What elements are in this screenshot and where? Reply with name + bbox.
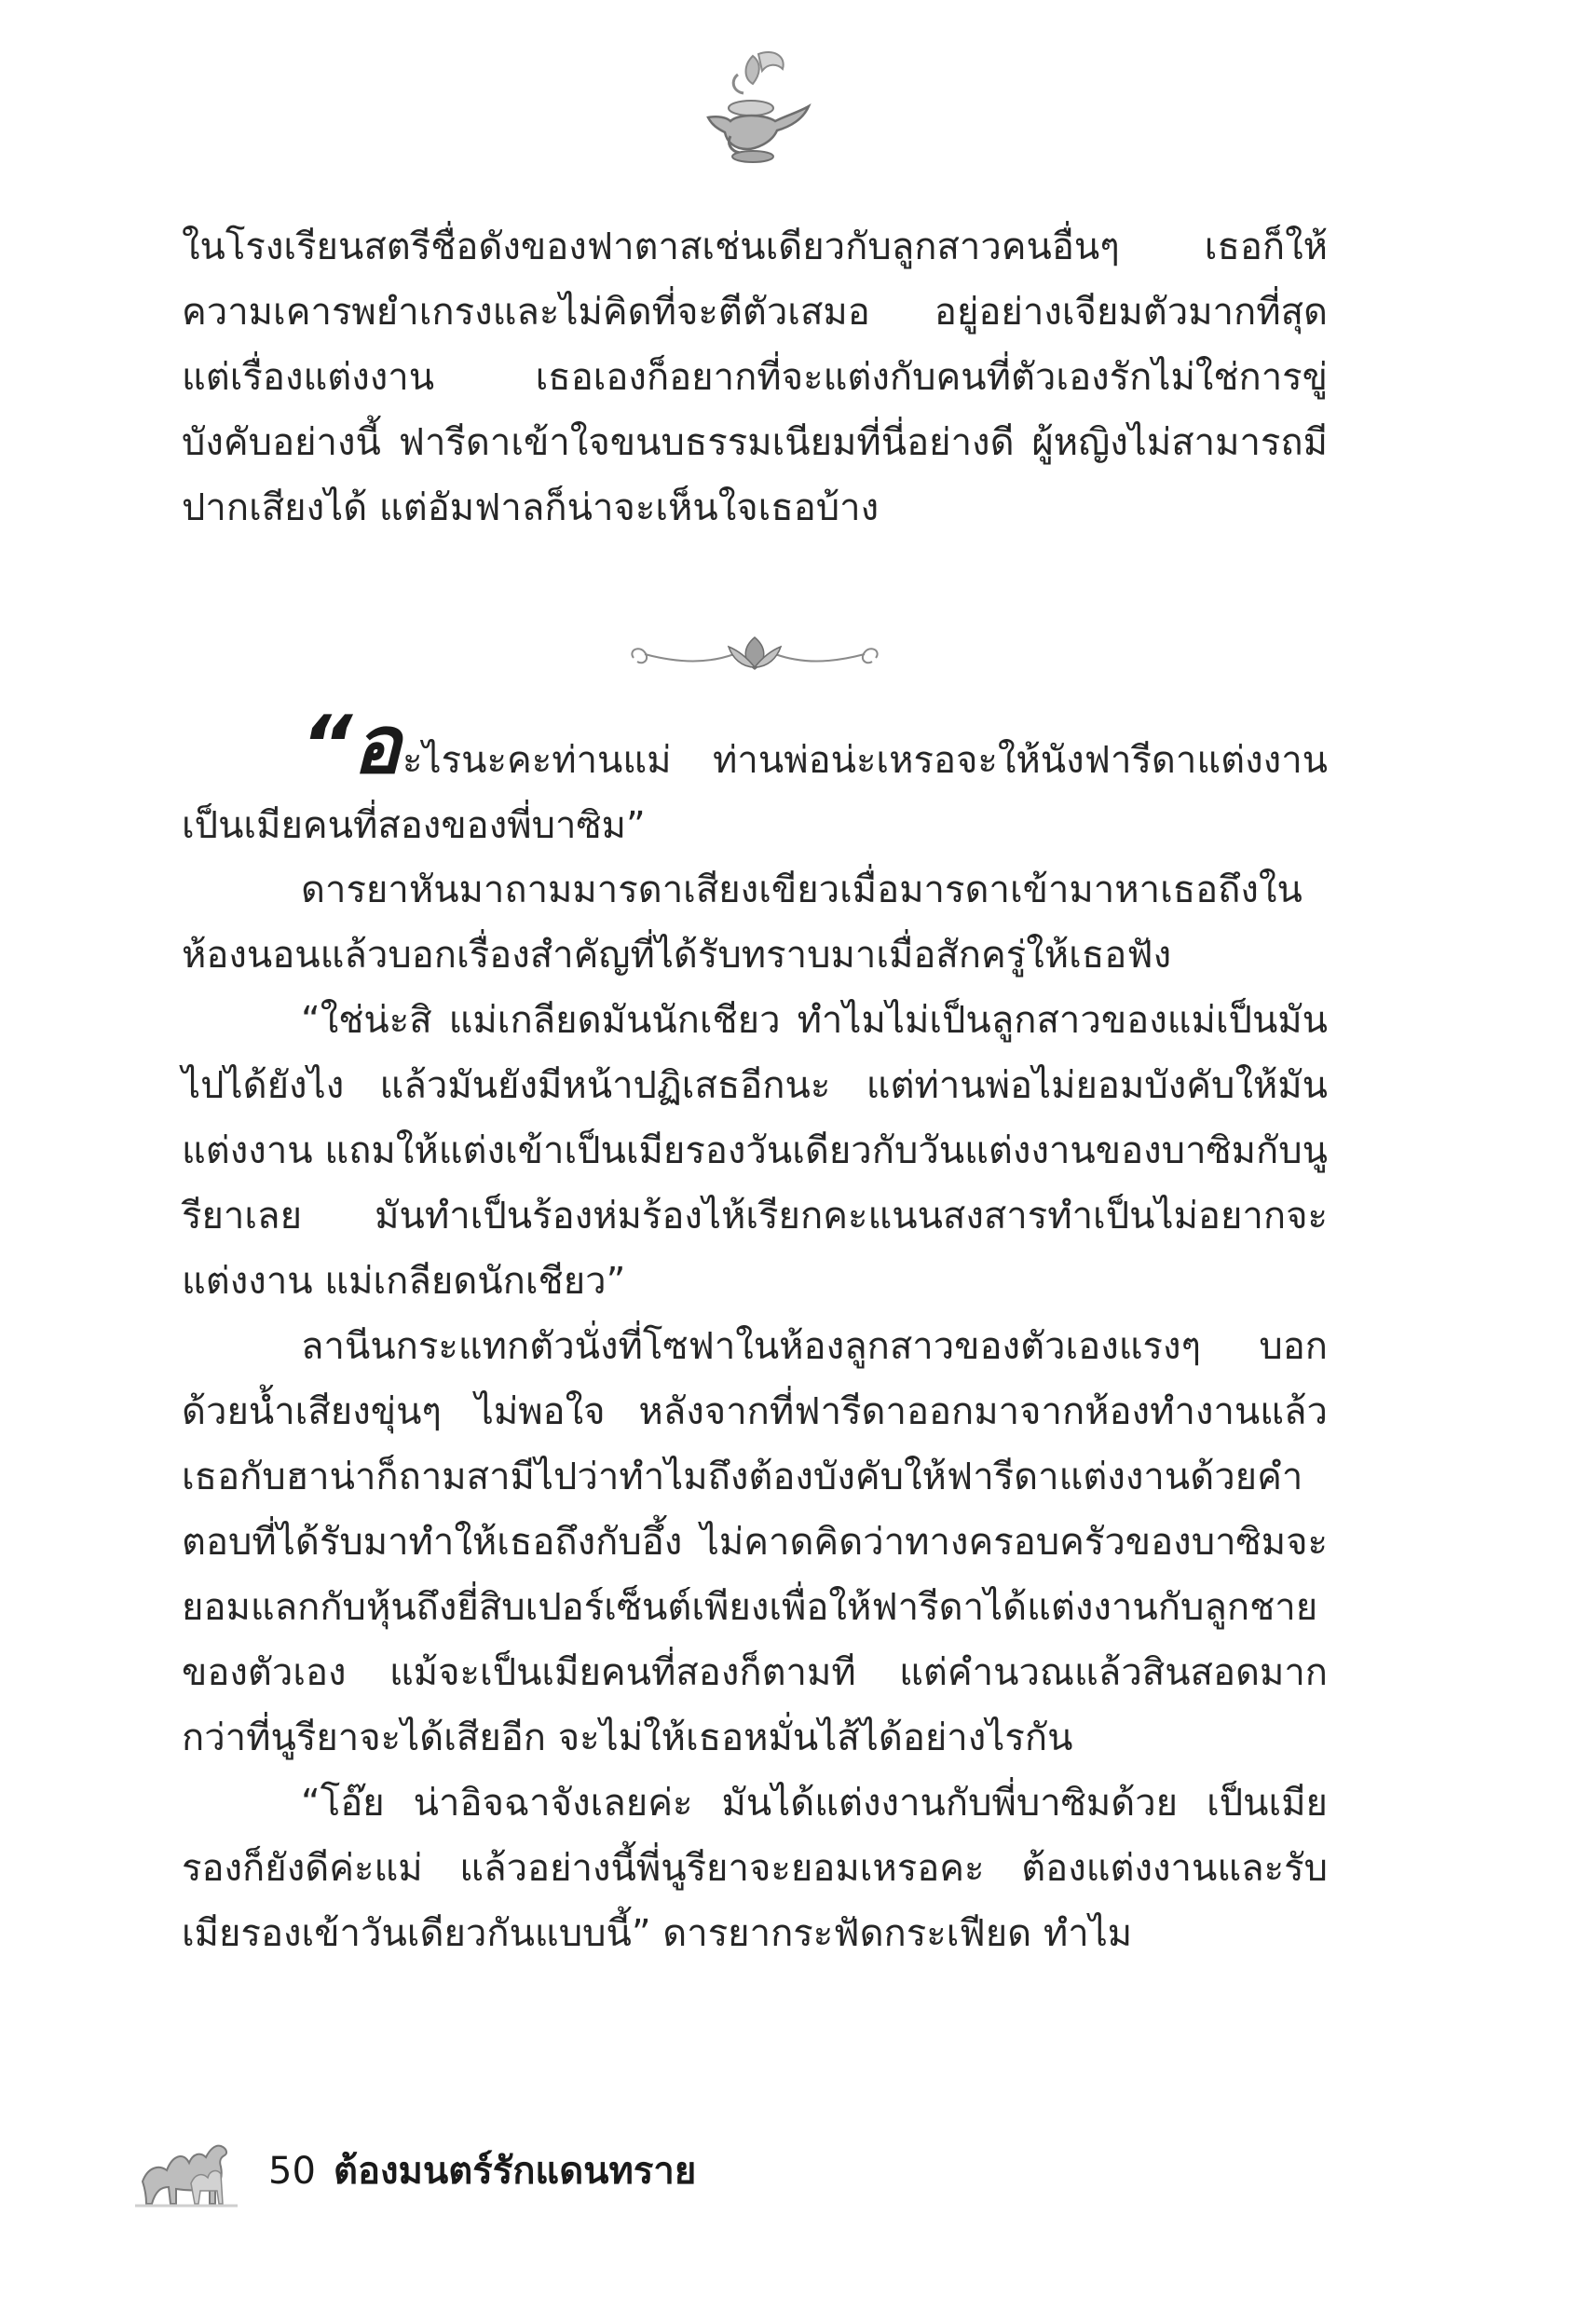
dropcap-letter: “อ (301, 699, 402, 792)
dropcap-paragraph-text: ะไรนะคะท่านแม่ ท่านพ่อน่ะเหรอจะให้นังฟารีดาแต่งงานเป็นเมียคนที่สองของพี่บาซิม” (182, 739, 1328, 847)
opening-paragraph: ในโรงเรียนสตรีชื่อดังของฟาตาสเช่นเดียวกับลูกสาวคนอื่นๆ เธอก็ให้ความเคารพยำเกรงและไม่คิดที่จะตีตัวเสมอ อยู่อย่างเจียมตัวมากที่สุด แต่เรื่องแต่งงาน เธอเองก็อยากที่จะแต่งกับคนที่ตัวเองรักไม่ใช่การขู่บังคับอย่างนี้ ฟารีดาเข้าใจขนบธรรมเนียมที่นี่อย่างดี ผู้หญิงไม่สามารถมีปากเสียงได้ แต่อัมฟาลก็น่าจะเห็นใจเธอบ้าง (182, 226, 1328, 529)
page-number: 50 (268, 2150, 316, 2193)
body-text (182, 857, 1328, 1966)
body-paragraph: ลานีนกระแทกตัวนั่งที่โซฟาในห้องลูกสาวของตัวเองแรงๆ บอกด้วยน้ำเสียงขุ่นๆ ไม่พอใจ หลังจากที่ฟารีดาออกมาจากห้องทำงานแล้วเธอกับฮาน่าก็ถามสามีไปว่าทำไมถึงต้องบังคับให้ฟารีดาแต่งงานด้วยคำตอบที่ได้รับมาทำให้เธอถึงกับอึ้ง ไม่คาดคิดว่าทางครอบครัวของบาซิมจะยอมแลกกับหุ้นถึงยี่สิบเปอร์เซ็นต์เพียงเพื่อให้ฟารีดาได้แต่งงานกับลูกชายของตัวเอง แม้จะเป็นเมียคนที่สองก็ตามที แต่คำนวณแล้วสินสอดมากกว่าที่นูรียาจะได้เสียอีก จะไม่ให้เธอหมั่นไส้ได้อย่างไรกัน (182, 1325, 1328, 1759)
body-paragraph: “ใช่น่ะสิ แม่เกลียดมันนักเชียว ทำไมไม่เป็นลูกสาวของแม่เป็นมันไปได้ยังไง แล้วมันยังมีหน้าปฏิเสธอีกนะ แต่ท่านพ่อไม่ยอมบังคับให้มันแต่งงาน แถมให้แต่งเข้าเป็นเมียรองวันเดียวกับวันแต่งงานของบาซิมกับนูรียาเลย มันทำเป็นร้องห่มร้องไห้เรียกคะแนนสงสารทำเป็นไม่อยากจะแต่งงาน แม่เกลียดนักเชียว” (182, 999, 1328, 1303)
body-paragraph: “โอ๊ย น่าอิจฉาจังเลยค่ะ มันได้แต่งงานกับพี่บาซิมด้วย เป็นเมียรองก็ยังดีค่ะแม่ แล้วอย่างนี้พี่นูรียาจะยอมเหรอคะ ต้องแต่งงานและรับเมียรองเข้าวันเดียวกันแบบนี้” ดารยากระฟัดกระเฟียด ทำไม (182, 1782, 1328, 1955)
flourish-divider-icon (624, 626, 885, 682)
camel-icon (135, 2129, 238, 2208)
dropcap-paragraph (182, 699, 1328, 858)
body-paragraph: ดารยาหันมาถามมารดาเสียงเขียวเมื่อมารดาเข้ามาหาเธอถึงในห้องนอนแล้วบอกเรื่องสำคัญที่ได้รับทราบมาเมื่อสักครู่ให้เธอฟัง (182, 868, 1303, 977)
running-footer-title: ต้องมนตร์รักแดนทราย (334, 2150, 697, 2193)
genie-lamp-icon (689, 47, 820, 168)
